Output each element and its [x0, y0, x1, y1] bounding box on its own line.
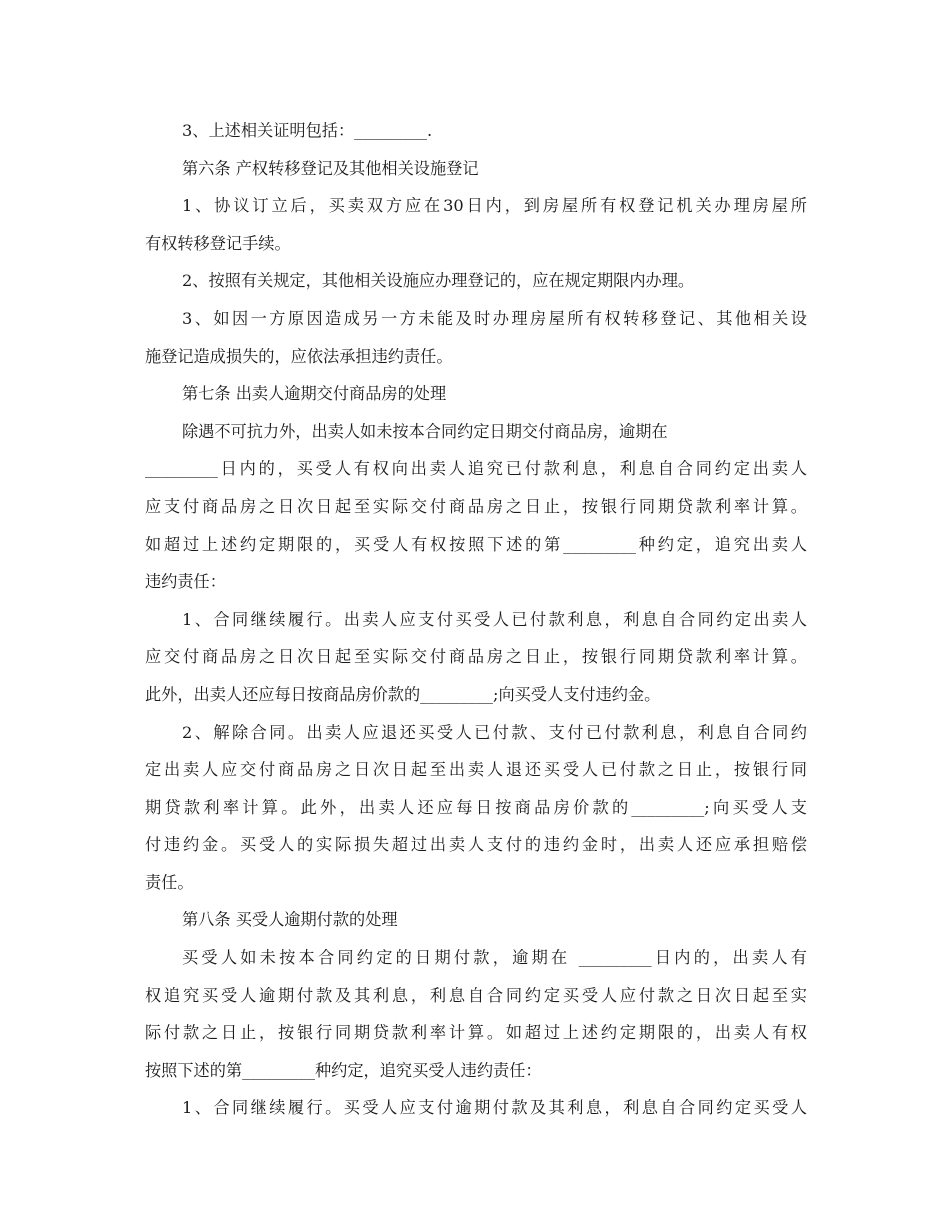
article-heading: 第八条 买受人逾期付款的处理	[182, 910, 398, 930]
text-line: 际付款之日止，按银行同期贷款利率计算。如超过上述约定期限的，出卖人有权	[145, 1023, 807, 1043]
article-heading: 第六条 产权转移登记及其他相关设施登记	[182, 158, 479, 178]
text-line: 应交付商品房之日次日起至实际交付商品房之日止，按银行同期贷款利率计算。	[145, 647, 807, 667]
text-line: 3、上述相关证明包括：_________.	[182, 121, 433, 140]
document-page	[145, 112, 807, 1127]
text-line: 1、协议订立后，买卖双方应在30日内，到房屋所有权登记机关办理房屋所	[182, 196, 807, 216]
text-line: 除遇不可抗力外，出卖人如未按本合同约定日期交付商品房，逾期在	[182, 421, 668, 441]
text-line: 1、合同继续履行。买受人应支付逾期付款及其利息，利息自合同约定买受人	[182, 1098, 807, 1118]
text-line: 买受人如未按本合同约定的日期付款，逾期在 _________日内的，出卖人有	[182, 948, 807, 968]
text-line: 应支付商品房之日次日起至实际交付商品房之日止，按银行同期贷款利率计算。	[145, 496, 807, 516]
text-line: 有权转移登记手续。	[145, 233, 291, 253]
text-line: 权追究买受人逾期付款及其利息，利息自合同约定买受人应付款之日次日起至实	[145, 985, 807, 1005]
text-line: _________日内的，买受人有权向出卖人追究已付款利息，利息自合同约定出卖人	[145, 459, 807, 479]
text-line: 付违约金。买受人的实际损失超过出卖人支付的违约金时，出卖人还应承担赔偿	[145, 835, 807, 855]
text-line: 施登记造成损失的，应依法承担违约责任。	[145, 346, 453, 366]
text-line: 2、解除合同。出卖人应退还买受人已付款、支付已付款利息，利息自合同约	[182, 722, 807, 742]
text-line: 定出卖人应交付商品房之日次日起至出卖人退还买受人已付款之日止，按银行同	[145, 760, 807, 780]
text-line: 按照下述的第_________种约定，追究买受人违约责任：	[145, 1060, 542, 1080]
text-line: 如超过上述约定期限的，买受人有权按照下述的第_________种约定，追究出卖人	[145, 534, 807, 554]
text-line: 2、按照有关规定，其他相关设施应办理登记的，应在规定期限内办理。	[182, 271, 695, 291]
article-heading: 第七条 出卖人逾期交付商品房的处理	[182, 384, 447, 404]
text-line: 期贷款利率计算。此外，出卖人还应每日按商品房价款的_________;向买受人支	[145, 797, 807, 817]
text-line: 1、合同继续履行。出卖人应支付买受人已付款利息，利息自合同约定出卖人	[182, 609, 807, 629]
text-line: 违约责任：	[145, 572, 226, 592]
text-line: 此外，出卖人还应每日按商品房价款的_________;向买受人支付违约金。	[145, 684, 661, 704]
text-line: 3、如因一方原因造成另一方未能及时办理房屋所有权转移登记、其他相关设	[182, 308, 807, 328]
text-line: 责任。	[145, 872, 194, 892]
